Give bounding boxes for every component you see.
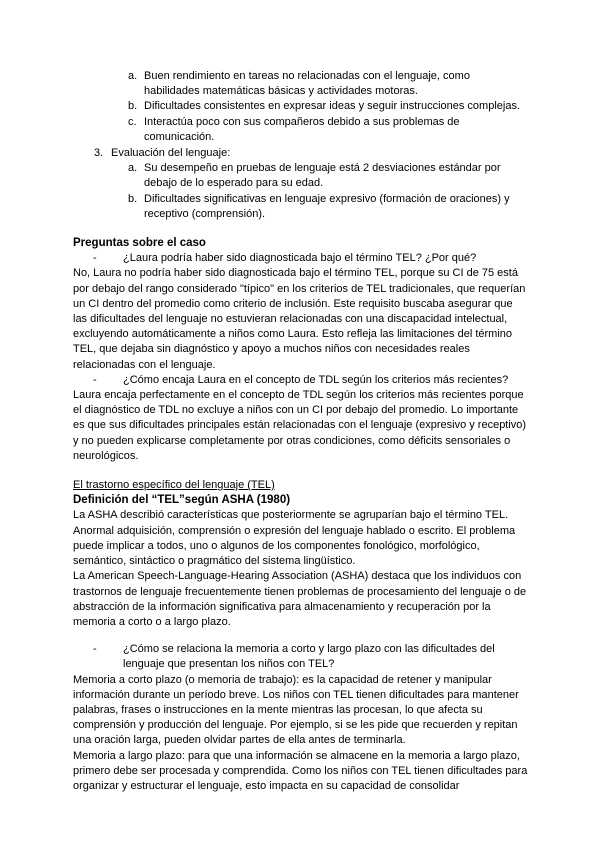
dash-marker: - — [93, 373, 97, 386]
body-paragraph: Memoria a corto plazo (o memoria de trabajo): es la capacidad de retener y manipular información durante un período breve. Los niños con TEL tienen dificultades para mantener palabras, frases o instrucciones en la mente mientras las procesan, lo que afecta su comprensión y producción del lenguaje. Por ejemplo, si se les pide que recuerden y repitan una oración larga, pueden olvidar partes de ella antes de terminarla. — [73, 673, 519, 747]
list-marker: b. — [128, 100, 138, 113]
list-item-text: Dificultades consistentes en expresar ideas y seguir instrucciones complejas. — [144, 100, 521, 113]
question-text: ¿Laura podría haber sido diagnosticada bajo el término TEL? ¿Por qué? — [123, 252, 477, 265]
list-item — [73, 115, 528, 145]
numbered-item — [73, 146, 528, 161]
spacer — [73, 630, 528, 642]
question-text: ¿Cómo se relaciona la memoria a corto y largo plazo con las dificultades del lenguaje que presentan los niños con TEL? — [123, 643, 495, 671]
list-item-text: Buen rendimiento en tareas no relacionadas con el lenguaje, como habilidades matemáticas básicas y actividades motoras. — [144, 70, 470, 98]
body-paragraph: Memoria a largo plazo: para que una información se almacene en la memoria a largo plazo, primero debe ser procesada y comprendida. Como los niños con TEL tienen dificultades para organizar y estructurar el lenguaje, esto impacta en su capacidad de consolidar — [73, 749, 528, 792]
document-content — [73, 69, 528, 794]
list-item-text: Dificultades significativas en lenguaje expresivo (formación de oraciones) y receptivo (comprensión). — [144, 192, 510, 220]
question-item — [73, 251, 528, 266]
list-item-text: Interactúa poco con sus compañeros debido a sus problemas de comunicación. — [144, 115, 460, 143]
numbered-item-text: Evaluación del lenguaje: — [111, 147, 231, 160]
spacer — [73, 464, 528, 478]
list-item-text: Su desempeño en pruebas de lenguaje está 2 desviaciones estándar por debajo de lo esperado para su edad. — [144, 162, 501, 190]
list-marker: a. — [128, 162, 138, 175]
question-item — [73, 373, 528, 388]
list-item — [73, 161, 528, 191]
answer-paragraph: No, Laura no podría haber sido diagnosticada bajo el término TEL, porque su CI de 75 está por debajo del rango considerado "típico" en los criterios de TEL tradicionales, que requerían un CI dentro del promedio como criterio de inclusión. Este requisito buscaba asegurar que las dificultades del lenguaje no estuvieran relacionadas con una discapacidad intelectual, excluyendo automáticamente a niños como Laura. Esto refleja las limitaciones del término TEL, que dejaba sin diagnóstico y apoyo a muchos niños con necesidades reales relacionadas con el lenguaje. — [73, 267, 526, 371]
list-marker: b. — [128, 192, 138, 205]
list-marker: a. — [128, 70, 138, 82]
body-paragraph: La American Speech-Language-Hearing Association (ASHA) destaca que los individuos con trastornos de lenguaje frecuentemente tienen problemas de procesamiento del lenguaje o de abstracción de la información significativa para almacenamiento y recuperación por la memoria a corto o a largo plazo. — [73, 570, 527, 628]
answer-paragraph: Laura encaja perfectamente en el concepto de TDL según los criterios más recientes porque el diagnóstico de TDL no excluye a niños con un CI por debajo del promedio. Lo importante es que sus dificultades principales están relacionadas con el lenguaje (expresivo y receptivo) y no pueden explicarse completamente por otras condiciones, como déficits sensoriales o neurológicos. — [73, 389, 527, 462]
list-marker: c. — [128, 115, 137, 128]
section-heading: Definición del “TEL”según ASHA (1980) — [73, 494, 291, 507]
section-title: El trastorno específico del lenguaje (TEL) — [73, 479, 275, 492]
body-paragraph: La ASHA describió características que posteriormente se agruparían bajo el término TEL. Anormal adquisición, comprensión o expresión del lenguaje hablado o escrito. El problema puede implicar a todos, uno o algunos de los componentes fonológico, morfológico, semántico, sintáctico o pragmático del sistema lingüístico. — [73, 509, 516, 568]
list-item — [73, 69, 528, 99]
list-marker: 3. — [94, 147, 104, 160]
dash-marker: - — [93, 252, 97, 265]
list-item — [73, 99, 528, 114]
section-heading: Preguntas sobre el caso — [73, 237, 206, 250]
spacer — [73, 222, 528, 236]
question-text: ¿Cómo encaja Laura en el concepto de TDL según los criterios más recientes? — [123, 373, 509, 386]
question-item — [73, 642, 528, 672]
list-item — [73, 192, 528, 222]
dash-marker: - — [93, 643, 97, 656]
